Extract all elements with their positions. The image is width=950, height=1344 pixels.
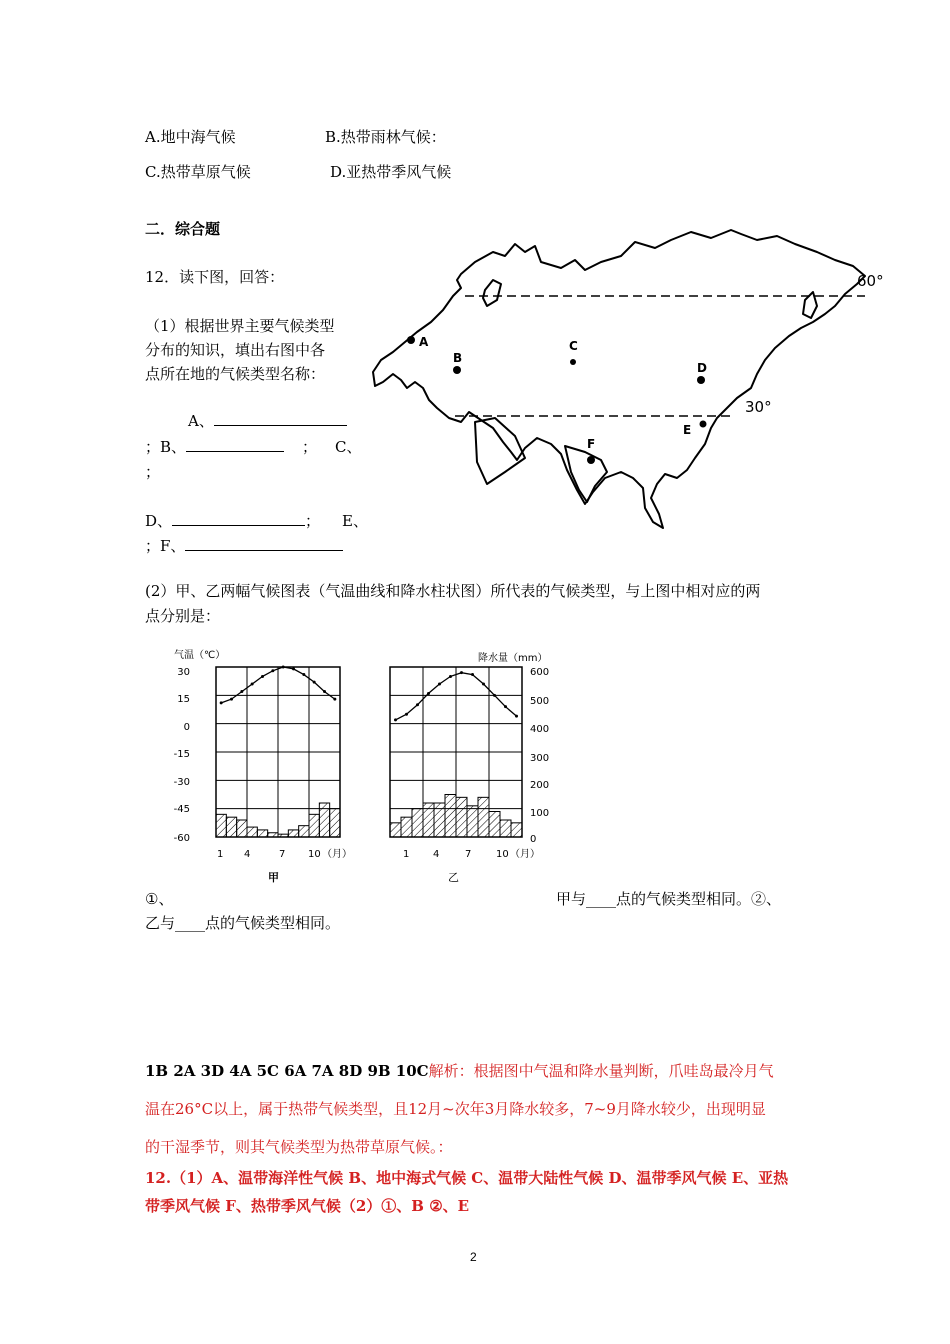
blank-de-row: D、 ； E、 — [145, 512, 368, 530]
jia-temp-point — [323, 690, 326, 693]
yi-precip-bar — [467, 806, 478, 837]
yi-temp-point — [493, 694, 496, 697]
answer-line-3: 的干湿季节，则其气候类型为热带草原气候。： — [145, 1138, 453, 1156]
scandinavia-outline — [483, 280, 501, 306]
point-c-marker — [570, 359, 576, 365]
blank-f-row — [145, 535, 343, 556]
point-c-label: C — [569, 339, 578, 353]
point-a-label: A — [419, 335, 429, 349]
arabia-outline — [475, 418, 525, 484]
jia-ytick: -60 — [173, 833, 190, 844]
blank-b[interactable] — [186, 437, 284, 452]
yi-ytick: 100 — [530, 808, 550, 819]
blank-a[interactable] — [214, 411, 347, 426]
fill-2: 乙与____点的气候类型相同。 — [145, 914, 341, 932]
jia-xtick: 4 — [244, 849, 251, 860]
blank-bc-row: ；B、 ； C、 — [145, 438, 362, 456]
answer-line-4: 12.（1）A、温带海洋性气候 B、地中海式气候 C、温带大陆性气候 D、温带季风气候 E、亚热 — [145, 1169, 789, 1187]
yi-plot-area — [390, 667, 522, 837]
yi-temp-point — [504, 705, 507, 708]
eurasia-outline — [373, 230, 865, 528]
yi-precip-bar — [390, 823, 401, 837]
point-d-marker — [697, 376, 705, 384]
label-60: 60° — [857, 272, 884, 290]
answer-line-2: 温在26°C以上，属于热带气候类型，且12月~次年3月降水较多，7~9月降水较少，出现明显 — [145, 1100, 766, 1118]
jia-temp-point — [313, 681, 316, 684]
answer-line-1 — [145, 1055, 774, 1087]
jia-ytick: 30 — [177, 667, 190, 678]
yi-precip-bar — [500, 820, 511, 837]
jia-precip-bar — [288, 830, 298, 837]
yi-temp-point — [394, 718, 397, 721]
choice-c: C.热带草原气候 — [145, 163, 251, 181]
jia-ytick: -30 — [173, 777, 190, 788]
yi-temp-point — [427, 692, 430, 695]
jia-precip-bar — [309, 814, 319, 837]
yi-ytick: 0 — [530, 834, 537, 845]
climate-charts — [160, 645, 560, 885]
jia-precip-bar — [278, 834, 288, 837]
yi-temp-point — [460, 671, 463, 674]
choice-a: A.地中海气候 — [145, 128, 236, 146]
jia-temp-point — [220, 701, 223, 704]
india-outline — [565, 446, 607, 502]
answer-line-5: 带季风气候 F、热带季风气候（2）①、B ②、E — [145, 1197, 470, 1215]
yi-yticks — [530, 667, 549, 845]
jia-xunit: （月） — [322, 849, 352, 860]
jia-xtick: 10 — [308, 849, 321, 860]
blank-a-row — [188, 410, 347, 431]
yi-precip-bar — [412, 809, 423, 837]
jia-yticks — [174, 667, 190, 844]
jia-plot-area — [216, 666, 340, 838]
yi-xtick: 4 — [433, 849, 440, 860]
jia-precip-bar — [330, 809, 340, 837]
fill-1-start: ①、 — [145, 890, 174, 908]
jia-temp-point — [240, 690, 243, 693]
label-c: C、 — [335, 438, 362, 456]
yi-caption: 乙 — [448, 871, 459, 884]
point-b-marker — [453, 366, 461, 374]
point-f-marker — [587, 456, 595, 464]
jia-precip-bar — [237, 820, 247, 837]
yi-temp-point — [482, 683, 485, 686]
yi-xtick: 1 — [403, 849, 410, 860]
q12-part2-line1: (2）甲、乙两幅气候图表（气温曲线和降水柱状图）所代表的气候类型，与上图中相对应的两 — [145, 582, 761, 600]
yi-temp-point — [471, 673, 474, 676]
yi-temp-point — [438, 683, 441, 686]
label-e: E、 — [342, 512, 368, 530]
blank-f[interactable] — [185, 536, 343, 551]
yi-ytick: 200 — [530, 780, 550, 791]
yi-precip-bar — [511, 823, 522, 837]
answer-keys: 1B 2A 3D 4A 5C 6A 7A 8D 9B 10C — [145, 1062, 429, 1080]
blank-d[interactable] — [172, 511, 305, 526]
jia-temp-point — [282, 666, 285, 669]
label-a: A、 — [188, 412, 214, 430]
fill-1-end: 甲与____点的气候类型相同。②、 — [556, 890, 782, 908]
label-c-end: ； — [145, 463, 161, 481]
jia-temp-point — [302, 673, 305, 676]
jia-precip-bar — [319, 803, 329, 837]
yi-precip-bar — [456, 797, 467, 837]
jia-temp-point — [230, 698, 233, 701]
yi-temp-point — [405, 713, 408, 716]
choice-b: B.热带雨林气候： — [325, 128, 446, 146]
yi-precip-bar — [489, 812, 500, 838]
choice-d: D.亚热带季风气候 — [330, 163, 452, 181]
q12-stem: 12．读下图，回答： — [145, 268, 285, 286]
yi-ytick: 300 — [530, 753, 550, 764]
jia-ytick: 0 — [183, 722, 190, 733]
yi-precip-bar — [423, 803, 434, 837]
jia-precip-bar — [226, 817, 236, 837]
yi-precip-bar — [434, 803, 445, 837]
jia-xtick: 1 — [217, 849, 224, 860]
point-f-label: F — [587, 437, 596, 451]
jia-precip-bar — [268, 833, 278, 837]
eurasia-map — [365, 222, 910, 534]
yi-precip-bar — [401, 817, 412, 837]
label-b: ；B、 — [145, 438, 187, 456]
jia-temp-point — [251, 683, 254, 686]
yi-xunit: （月） — [510, 849, 540, 860]
label-f: ；F、 — [145, 537, 186, 555]
q12-part1-line3: 点所在地的气候类型名称： — [145, 365, 326, 383]
label-30: 30° — [745, 398, 772, 416]
jia-precip-bar — [216, 814, 226, 837]
jia-caption: 甲 — [268, 871, 279, 884]
page-number: 2 — [470, 1250, 477, 1264]
yi-xtick: 7 — [465, 849, 472, 860]
jia-xtick: 7 — [279, 849, 286, 860]
point-e-label: E — [683, 423, 692, 437]
yi-ytick: 400 — [530, 724, 550, 735]
jia-precip-bar — [257, 830, 267, 837]
point-a-marker — [407, 336, 415, 344]
jia-precip-bar — [247, 827, 257, 837]
q12-part2-line2: 点分别是： — [145, 607, 221, 625]
point-b-label: B — [453, 351, 463, 365]
yi-precip-bar — [478, 797, 489, 837]
yi-precip-bar — [445, 795, 456, 838]
jia-temp-point — [271, 669, 274, 672]
yi-ylabel: 降水量（mm） — [478, 653, 548, 664]
jia-ytick: -45 — [173, 804, 190, 815]
yi-temp-point — [515, 715, 518, 718]
jia-ytick: -15 — [173, 749, 190, 760]
point-e-marker — [700, 421, 707, 428]
q12-part1-line2: 分布的知识，填出右图中各 — [145, 341, 326, 359]
jia-temp-point — [333, 698, 336, 701]
jia-temp-point — [261, 675, 264, 678]
label-d: D、 — [145, 512, 173, 530]
jia-ylabel: 气温（℃） — [174, 650, 226, 661]
yi-ytick: 500 — [530, 696, 550, 707]
point-d-label: D — [697, 361, 707, 375]
yi-temp-point — [416, 703, 419, 706]
jia-temp-point — [292, 667, 295, 670]
jia-precip-bar — [299, 826, 309, 837]
jia-ytick: 15 — [177, 694, 190, 705]
section-title: 二．综合题 — [145, 220, 221, 238]
yi-xtick: 10 — [496, 849, 509, 860]
answer-analysis-start: 解析：根据图中气温和降水量判断，爪哇岛最冷月气 — [428, 1062, 774, 1080]
yi-temp-point — [449, 675, 452, 678]
q12-part1-line1: （1）根据世界主要气候类型 — [145, 317, 335, 335]
yi-ytick: 600 — [530, 667, 550, 678]
